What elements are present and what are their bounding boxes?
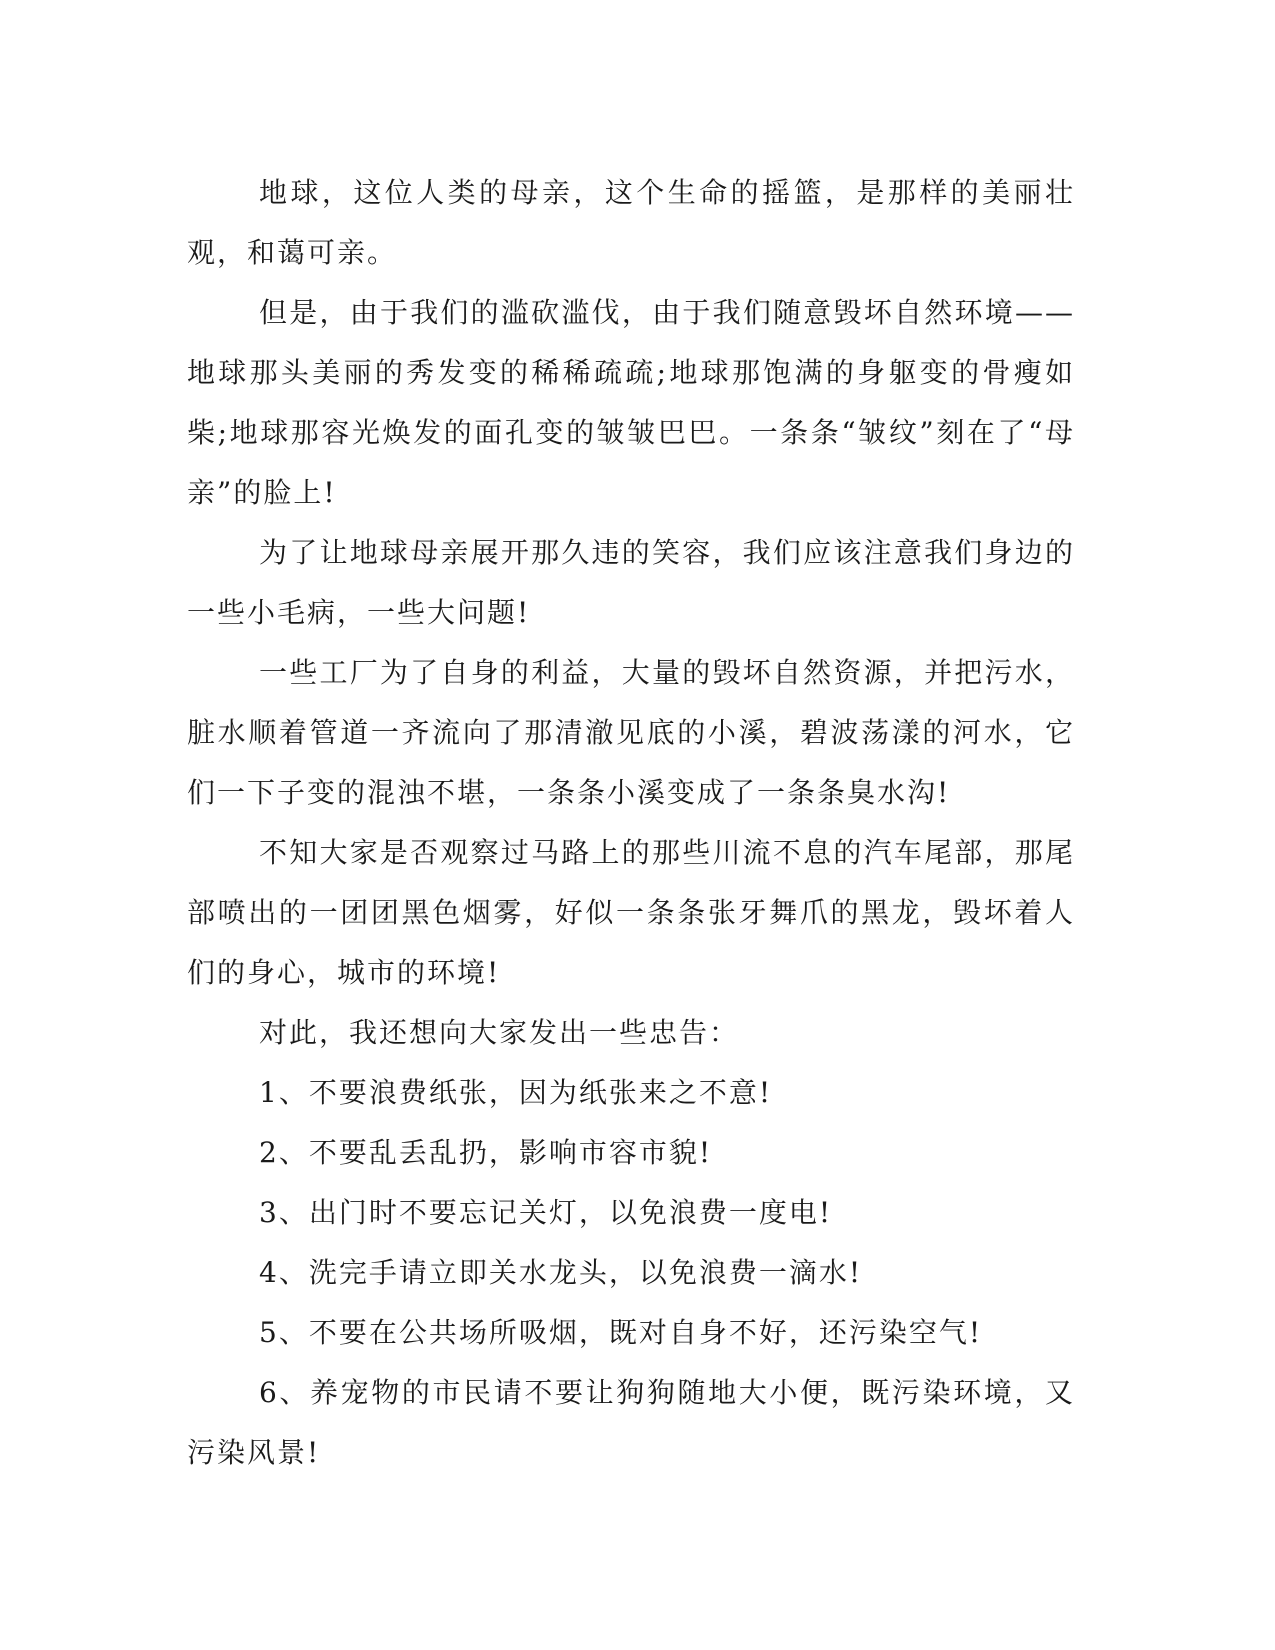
paragraph-advice-intro: 对此，我还想向大家发出一些忠告：	[259, 1016, 740, 1049]
advice-item-3: 3、出门时不要忘记关灯，以免浪费一度电!	[259, 1196, 833, 1229]
paragraph-intro: 地球，这位人类的母亲，这个生命的摇篮，是那样的美丽壮观，和蔼可亲。	[187, 176, 1075, 269]
document-body	[187, 163, 1075, 1483]
advice-item-2: 2、不要乱丢乱扔，影响市容市貌!	[259, 1136, 713, 1169]
advice-item-4: 4、洗完手请立即关水龙头，以免浪费一滴水!	[259, 1256, 863, 1289]
advice-item-6: 6、养宠物的市民请不要让狗狗随地大小便，既污染环境，又污染风景!	[187, 1376, 1075, 1469]
advice-item-5: 5、不要在公共场所吸烟，既对自身不好，还污染空气!	[259, 1316, 983, 1349]
advice-item-1: 1、不要浪费纸张，因为纸张来之不意!	[259, 1076, 773, 1109]
paragraph-factories: 一些工厂为了自身的利益，大量的毁坏自然资源，并把污水，脏水顺着管道一齐流向了那清澈见底的小溪，碧波荡漾的河水，它们一下子变的混浊不堪，一条条小溪变成了一条条臭水沟!	[187, 656, 1075, 809]
paragraph-call-to-action: 为了让地球母亲展开那久违的笑容，我们应该注意我们身边的一些小毛病，一些大问题!	[187, 536, 1075, 629]
paragraph-damage: 但是，由于我们的滥砍滥伐，由于我们随意毁坏自然环境——地球那头美丽的秀发变的稀稀疏疏;地球那饱满的身躯变的骨瘦如柴;地球那容光焕发的面孔变的皱皱巴巴。一条条“皱纹”刻在了“母亲”的脸上!	[187, 296, 1075, 509]
paragraph-car-exhaust: 不知大家是否观察过马路上的那些川流不息的汽车尾部，那尾部喷出的一团团黑色烟雾，好似一条条张牙舞爪的黑龙，毁坏着人们的身心，城市的环境!	[187, 836, 1075, 989]
